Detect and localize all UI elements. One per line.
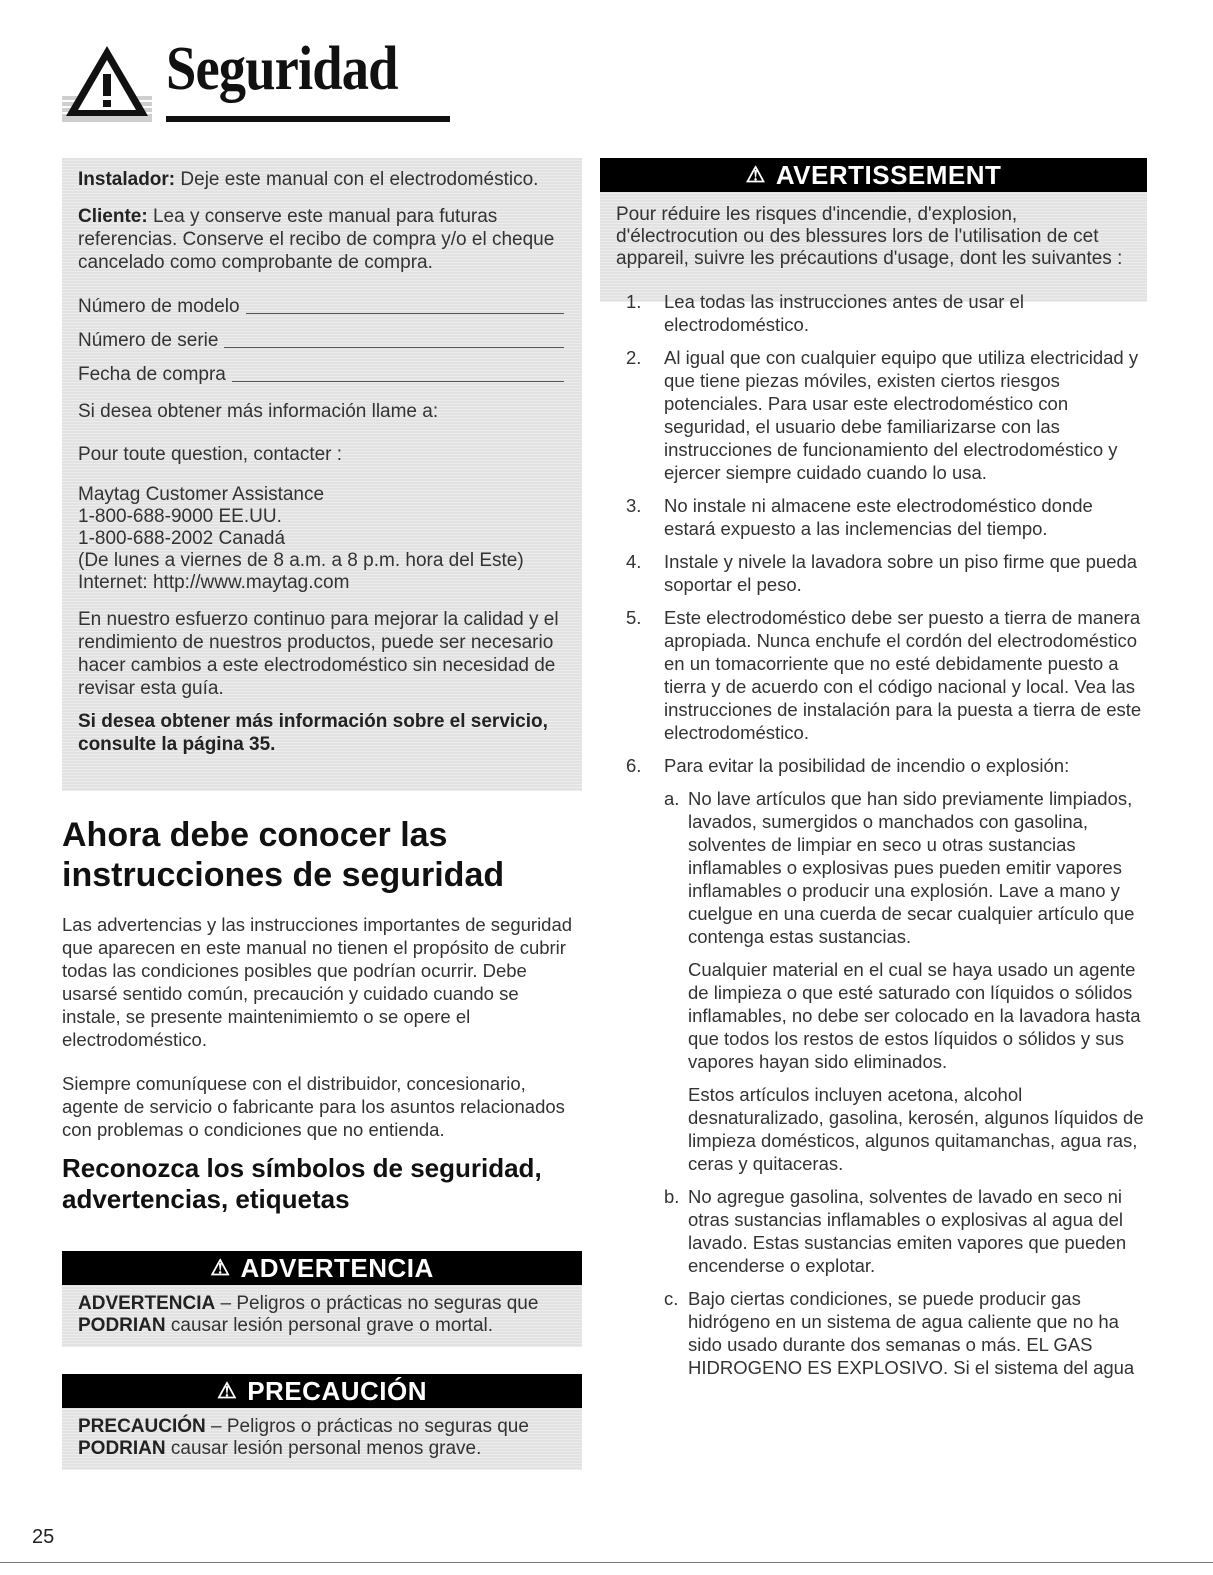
model-number-field: Número de modelo	[78, 284, 564, 318]
precaucion-text: PRECAUCIÓN – Peligros o prácticas no seguras que PODRIAN causar lesión personal menos grave.	[78, 1416, 529, 1459]
title-underline	[166, 116, 450, 122]
contact-block: Maytag Customer Assistance 1-800-688-9000 EE.UU. 1-800-688-2002 Canadá (De lunes a viernes de 8 a.m. a 8 p.m. hora del Este) Internet: http://www.maytag.com	[78, 484, 564, 594]
improvement-note: En nuestro esfuerzo continuo para mejorar la calidad y el rendimiento de nuestros productos, puede ser necesario hacer cambios a este electrodoméstico sin necesidad de revisar esta guía.	[78, 609, 559, 699]
service-note: Si desea obtener más información sobre el servicio, consulte la página 35.	[78, 711, 548, 755]
list-item: 2. Al igual que con cualquier equipo que utiliza electricidad y que tiene piezas móviles, existen ciertos riesgos potenciales. Para usar este electrodoméstico con seguridad, el usuario debe familiarizarse con las instrucciones de funcionamiento del electrodoméstico y ejercer siempre cuidado cuando lo usa.	[626, 347, 1139, 483]
main-heading: Ahora debe conocer las instrucciones de seguridad	[62, 816, 505, 894]
list-item: 5. Este electrodoméstico debe ser puesto a tierra de manera apropiada. Nunca enchufe el cordón del electrodoméstico en un tomacorriente que no esté debidamente puesto a tierra y de acuerdo con el código nacional y local. Vea las instrucciones de instalación para la puesta a tierra de este electrodoméstico.	[626, 607, 1142, 743]
page-number: 25	[32, 1526, 55, 1548]
warning-triangle-icon: ⚠	[216, 1378, 238, 1403]
client-note: Cliente: Lea y conserve este manual para futuras referencias. Conserve el recibo de compra y/o el cheque cancelado como comprobante de compra.	[78, 206, 555, 273]
warning-triangle-icon: ⚠	[210, 1255, 231, 1280]
question-text: Pour toute question, contacter :	[78, 444, 343, 465]
symbols-heading: Reconozca los símbolos de seguridad, advertencias, etiquetas	[62, 1153, 542, 1214]
avertissement-text: Pour réduire les risques d'incendie, d'explosion, d'électrocution ou des blessures lors de l'utilisation de cet appareil, suivre les précautions d'usage, dont les suivantes :	[616, 204, 1123, 269]
sub-list-item: c. Bajo ciertas condiciones, se puede producir gas hidrógeno en un sistema de agua caliente que no ha sido usado durante dos semanas o más. EL GAS HIDROGENO ES EXPLOSIVO. Si el sistema del agua	[664, 1288, 1135, 1378]
safety-instructions-list	[626, 290, 1148, 1389]
sub-list-item: b. No agregue gasolina, solventes de lavado en seco ni otras sustancias inflamables o explosivas al agua del lavado. Estas sustancias emiten vapores que pueden encenderse o explotar.	[664, 1186, 1127, 1276]
page-title: Seguridad	[166, 35, 398, 103]
sub-list-item: a. No lave artículos que han sido previamente limpiados, lavados, sumergidos o manchados con gasolina, solventes de limpiar en seco u otras sustancias inflamables o explosivas pues pueden emitir vapores inflamables o producir una explosión. Lave a mano y cuelgue en una cuerda de secar cualquier artículo que contenga estas sustancias.	[664, 788, 1135, 947]
purchase-date-field: Fecha de compra	[78, 352, 564, 386]
list-item: 1. Lea todas las instrucciones antes de usar el electrodoméstico.	[626, 291, 1024, 335]
intro-paragraph-1: Las advertencias y las instrucciones importantes de seguridad que aparecen en este manual no tienen el propósito de cubrir todas las condiciones posibles que podrían ocurrir. Debe usarsé sentido común, precaución y cuidado cuando se instale, se presente maintenimiemto o se opere el electrodoméstico.	[62, 914, 573, 1050]
more-info-text: Si desea obtener más información llame a:	[78, 401, 439, 422]
sub-list-continuation: Cualquier material en el cual se haya usado un agente de limpieza o que esté saturado con líquidos o sólidos inflamables, no debe ser colocado en la lavadora hasta que todos los restos de estos líquidos o sólidos y sus vapores hayan sido eliminados.	[688, 959, 1141, 1072]
advertencia-box	[62, 1251, 582, 1347]
list-item: 6. Para evitar la posibilidad de incendio o explosión:	[626, 755, 1070, 776]
avertissement-box	[600, 158, 1147, 302]
owner-info-box	[62, 158, 582, 791]
advertencia-text: ADVERTENCIA – Peligros o prácticas no seguras que PODRIAN causar lesión personal grave o mortal.	[78, 1293, 539, 1336]
avertissement-header: ⚠ AVERTISSEMENT	[600, 158, 1147, 192]
list-item: 3. No instale ni almacene este electrodoméstico donde estará expuesto a las inclemencias del tiempo.	[626, 495, 1093, 539]
footer-divider	[0, 1562, 1213, 1563]
website-link[interactable]: Internet: http://www.maytag.com	[78, 572, 350, 593]
sub-list-continuation: Estos artículos incluyen acetona, alcohol desnaturalizado, gasolina, kerosén, algunos líquidos de limpieza domésticos, algunos quitamanchas, agua ras, ceras y quitaceras.	[688, 1084, 1144, 1174]
warning-triangle-icon: ⚠	[745, 162, 766, 187]
warning-triangle-icon	[62, 42, 152, 122]
intro-paragraph-2: Siempre comuníquese con el distribuidor, concesionario, agente de servicio o fabricante para los asuntos relacionados con problemas o condiciones que no entienda.	[62, 1073, 565, 1140]
page-header	[62, 35, 398, 128]
installer-note: Instalador: Deje este manual con el electrodoméstico.	[78, 169, 539, 190]
precaucion-header: ⚠ PRECAUCIÓN	[62, 1374, 582, 1408]
list-item: 4. Instale y nivele la lavadora sobre un piso firme que pueda soportar el peso.	[626, 551, 1138, 595]
serial-number-field: Número de serie	[78, 318, 564, 352]
precaucion-box	[62, 1374, 582, 1470]
advertencia-header: ⚠ ADVERTENCIA	[62, 1251, 582, 1285]
